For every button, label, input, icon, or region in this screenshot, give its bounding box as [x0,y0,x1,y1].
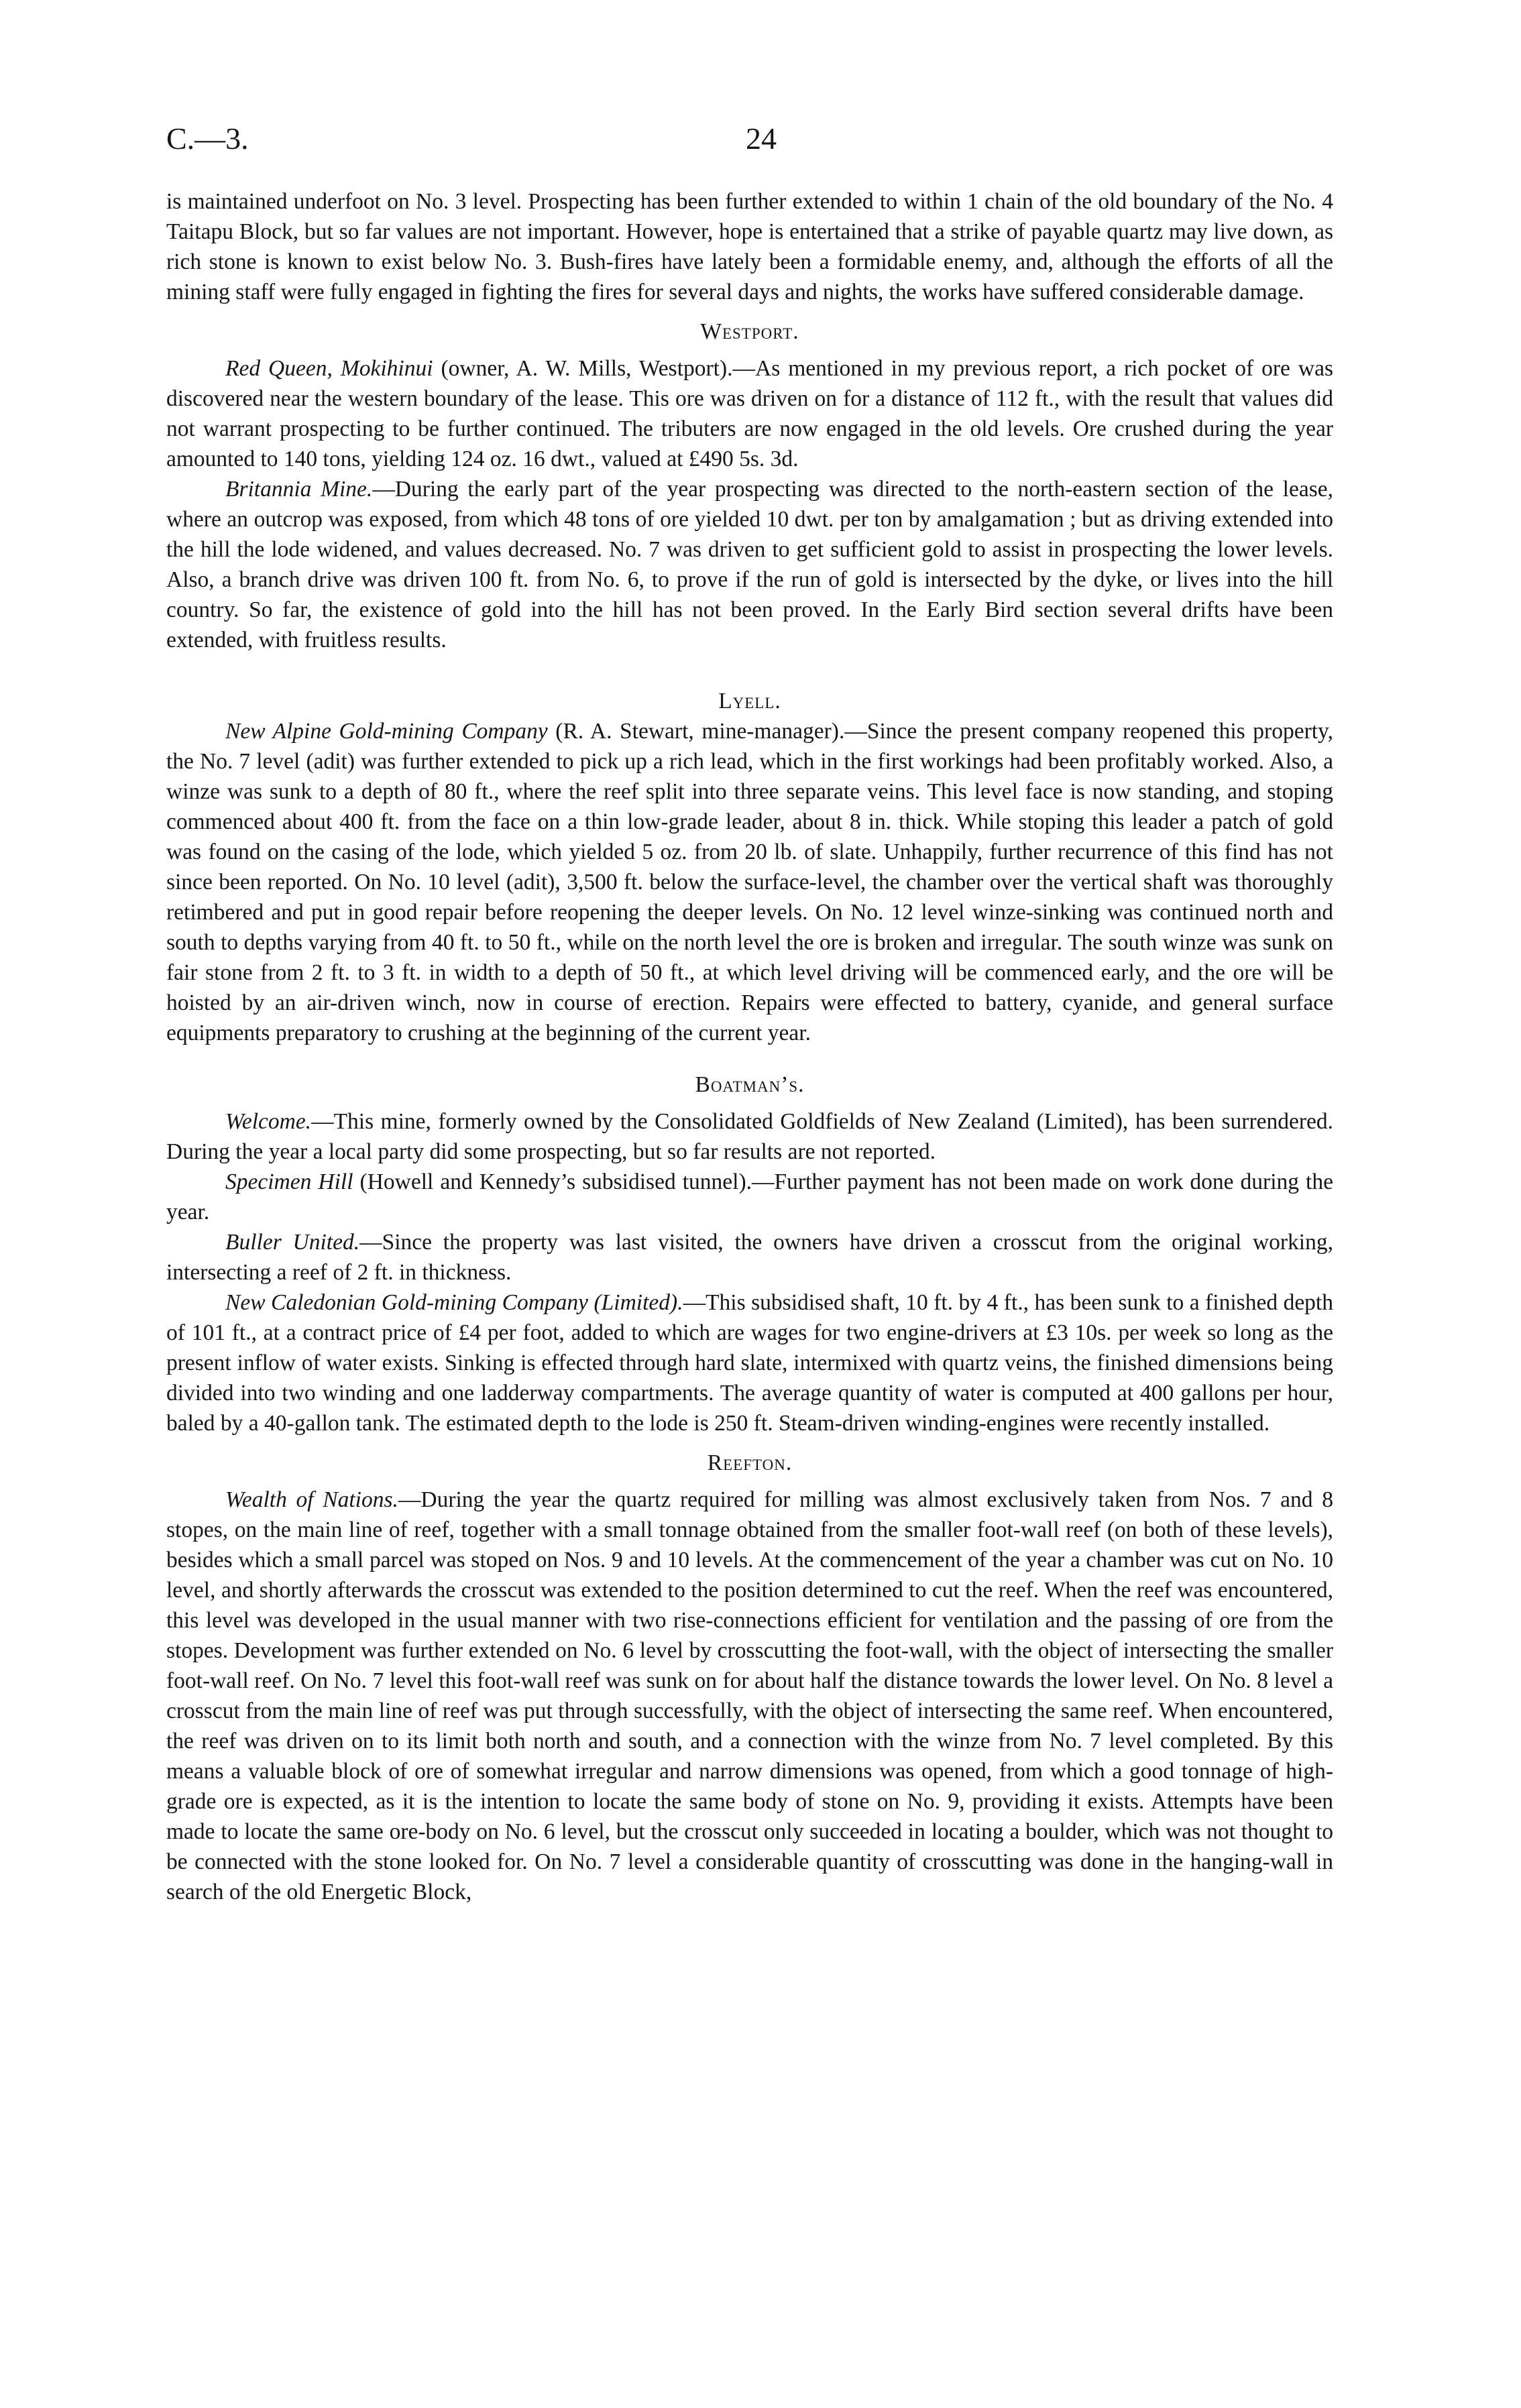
section-westport [166,317,1333,655]
mine-name: Welcome. [225,1109,312,1134]
paragraph [166,1227,1333,1287]
body-text [166,186,1333,1907]
paragraph-text: (Howell and Kennedy’s subsidised tunnel).—Further payment has not been made on work done during the year. [166,1169,1333,1224]
paragraph [166,186,1333,307]
paragraph-text: —This mine, formerly owned by the Consolidated Goldfields of New Zealand (Limited), has been surrendered. During the year a local party did some prospecting, but so far results are not reported. [166,1109,1333,1164]
section-reefton [166,1448,1333,1907]
paragraph [166,1287,1333,1438]
section-boatmans [166,1070,1333,1438]
paragraph-text: —During the year the quartz required for milling was almost exclusively taken from Nos. 7 and 8 stopes, on the main line of reef, together with a small tonnage obtained from the smaller foot-wall reef (on both of these levels), besides which a small parcel was stoped on Nos. 9 and 10 levels. At the commencement of the year a chamber was cut on No. 10 level, and shortly afterwards the crosscut was extended to the position determined to cut the reef. When the reef was encountered, this level was developed in the usual manner with two rise-connections efficient for ventilation and the passing of ore from the stopes. Development was further extended on No. 6 level by crosscutting the foot-wall, with the object of intersecting the smaller foot-wall reef. On No. 7 level this foot-wall reef was sunk on for about half the distance towards the lower level. On No. 8 level a crosscut from the main line of reef was put through successfully, with the object of intersecting the same reef. When encountered, the reef was driven on to its limit both north and south, and a connection with the winze from No. 7 level completed. By this means a valuable block of ore of somewhat irregular and narrow dimensions was opened, from which a good tonnage of high-grade ore is expected, as it is the intention to locate the same body of stone on No. 9, providing it exists. Attempts have been made to locate the same ore-body on No. 6 level, but the crosscut only succeeded in locating a boulder, which was not thought to be connected with the stone looked for. On No. 7 level a considerable quantity of crosscutting was done in the hanging-wall in search of the old Energetic Block, [166,1487,1333,1904]
paragraph-text: —Since the property was last visited, the owners have driven a crosscut from the original working, intersecting a reef of 2 ft. in thickness. [166,1230,1333,1285]
paragraph-text: —During the early part of the year prospecting was directed to the north-eastern section of the lease, where an outcrop was exposed, from which 48 tons of ore yielded 10 dwt. per ton by amalgamation ; but as driving extended into the hill the lode widened, and values decreased. No. 7 was driven to get sufficient gold to assist in prospecting the lower levels. Also, a branch drive was driven 100 ft. from No. 6, to prove if the run of gold is intersected by the dyke, or lives into the hill country. So far, the existence of gold into the hill has not been proved. In the Early Bird section several drifts have been extended, with fruitless results. [166,477,1333,652]
section-intro [166,186,1333,307]
paragraph-text: is maintained underfoot on No. 3 level. Prospecting has been further extended to within 1 chain of the old boundary of the No. 4 Taitapu Block, but so far values are not important. However, hope is entertained that a strike of payable quartz may live down, as rich stone is known to exist below No. 3. Bush-fires have lately been a formidable enemy, and, although the efforts of all the mining staff were fully engaged in fighting the fires for several days and nights, the works have suffered considerable damage. [166,189,1333,304]
mine-name: New Alpine Gold-mining Company [225,719,548,744]
mine-name: New Caledonian Gold-mining Company (Limited). [225,1290,683,1315]
mine-name: Red Queen, Mokihinui [225,356,433,381]
paragraph [166,716,1333,1048]
section-heading: Boatman’s. [695,1072,805,1097]
paragraph [166,353,1333,474]
paragraph [166,1167,1333,1227]
mine-name: Wealth of Nations. [225,1487,398,1512]
section-heading: Westport. [700,319,799,344]
paragraph [166,1106,1333,1167]
mine-name: Buller United. [225,1230,360,1255]
section-heading: Reefton. [707,1450,793,1475]
paragraph-text: —This subsidised shaft, 10 ft. by 4 ft., has been sunk to a finished depth of 101 ft., at a contract price of £4 per foot, added to which are wages for two engine-drivers at £3 10s. per week so long as the present inflow of water exists. Sinking is effected through hard slate, intermixed with quartz veins, the finished dimensions being divided into two winding and one ladderway compartments. The average quantity of water is computed at 400 gallons per hour, baled by a 40-gallon tank. The estimated depth to the lode is 250 ft. Steam-driven winding-engines were recently installed. [166,1290,1333,1436]
mine-name: Britannia Mine. [225,477,373,502]
paragraph [166,474,1333,655]
section-heading: Lyell. [718,689,781,713]
document-code: C.—3. [166,121,249,156]
page-number: 24 [746,121,777,156]
section-lyell [166,686,1333,1048]
paragraph [166,1485,1333,1907]
paragraph-text: (owner, A. W. Mills, Westport).—As mentioned in my previous report, a rich pocket of ore was discovered near the western boundary of the lease. This ore was driven on for a distance of 112 ft., with the result that values did not warrant prospecting to be further continued. The tributers are now engaged in the old levels. Ore crushed during the year amounted to 140 tons, yielding 124 oz. 16 dwt., valued at £490 5s. 3d. [166,356,1334,471]
mine-name: Specimen Hill [225,1169,353,1194]
paragraph-text: (R. A. Stewart, mine-manager).—Since the present company reopened this property, the No. 7 level (adit) was further extended to pick up a rich lead, which in the first workings had been profitably worked. Also, a winze was sunk to a depth of 80 ft., where the reef split into three separate veins. This level face is now standing, and stoping commenced about 400 ft. from the face on a thin low-grade leader, about 8 in. thick. While stoping this leader a patch of gold was found on the casing of the lode, which yielded 5 oz. from 20 lb. of slate. Unhappily, further recurrence of this find has not since been reported. On No. 10 level (adit), 3,500 ft. below the surface-level, the chamber over the vertical shaft was thoroughly retimbered and put in good repair before reopening the deeper levels. On No. 12 level winze-sinking was continued north and south to depths varying from 40 ft. to 50 ft., while on the north level the ore is broken and irregular. The south winze was sunk on fair stone from 2 ft. to 3 ft. in width to a depth of 50 ft., at which level driving will be commenced early, and the ore will be hoisted by an air-driven winch, now in course of erection. Repairs were effected to battery, cyanide, and general surface equipments preparatory to crushing at the beginning of the current year. [166,719,1333,1045]
